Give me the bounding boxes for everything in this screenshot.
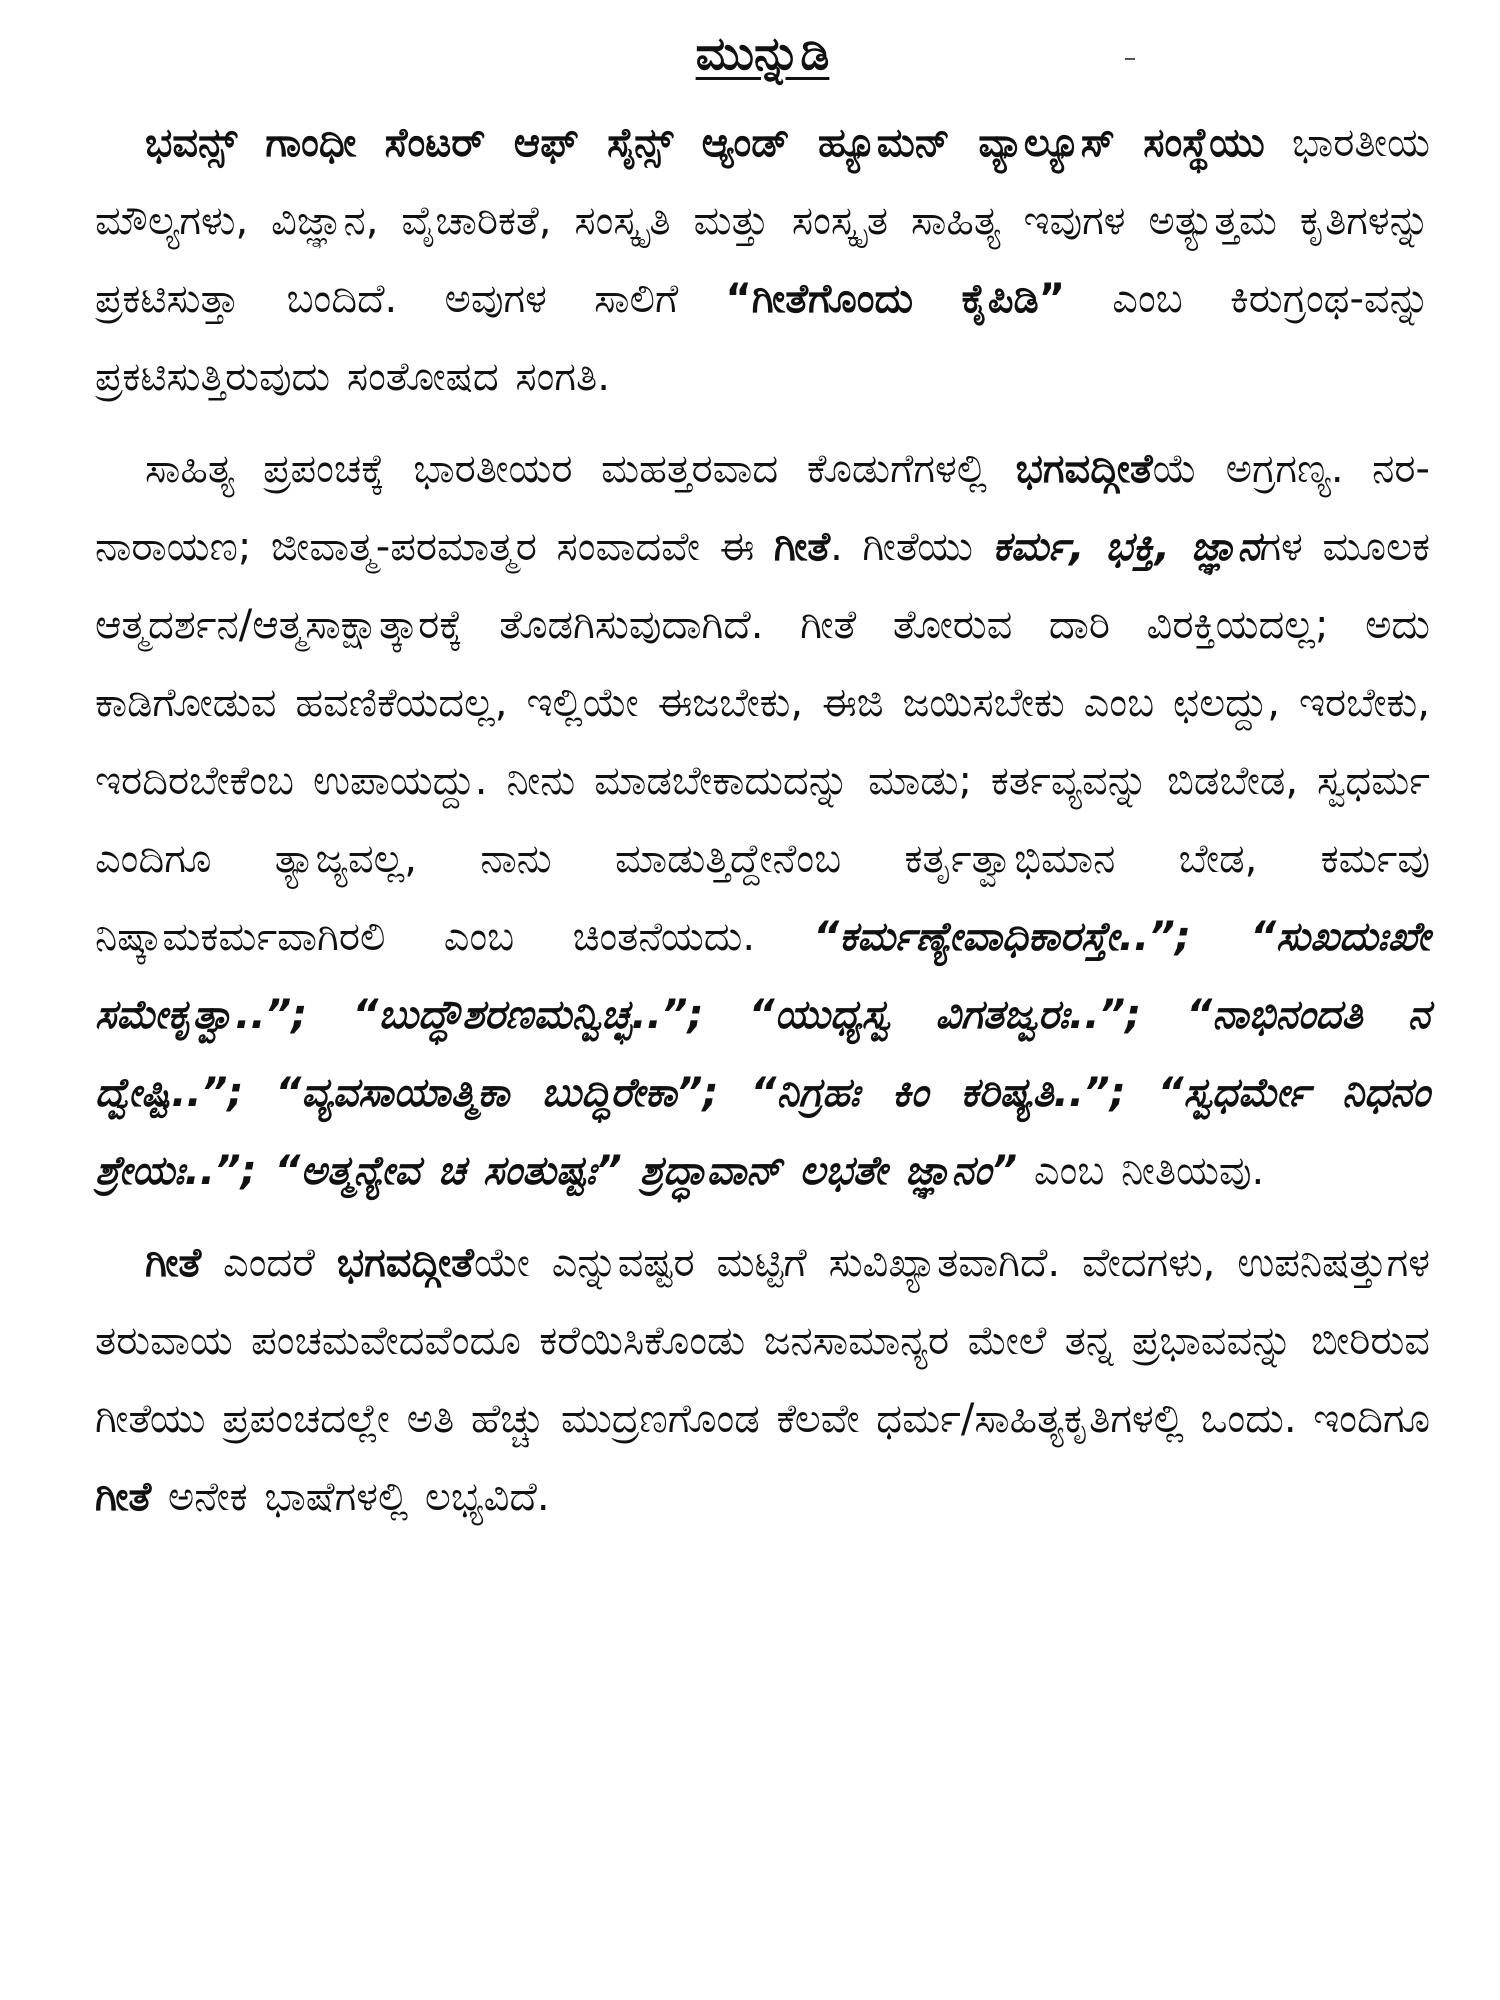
- paragraph-text-span: ಅನೇಕ ಭಾಷೆಗಳಲ್ಲಿ ಲಭ್ಯವಿದೆ.: [151, 1474, 550, 1520]
- paragraph-text-span: ಎಂದರೆ: [201, 1240, 337, 1286]
- paragraph-text-span: ಸಾಹಿತ್ಯ ಪ್ರಪಂಚಕ್ಕೆ ಭಾರತೀಯರ ಮಹತ್ತರವಾದ ಕೊಡುಗೆಗಳಲ್ಲಿ: [145, 446, 1016, 492]
- paragraph-text-span: ಭಗವದ್ಗೀತೆ: [1015, 446, 1153, 492]
- page-title: ಮುನ್ನುಡಿ: [695, 26, 830, 80]
- paragraph-text-span: ಗಳ ಮೂಲಕ ಆತ್ಮದರ್ಶನ/ಆತ್ಮಸಾಕ್ಷಾತ್ಕಾರಕ್ಕೆ ತೊಡಗಿಸುವುದಾಗಿದೆ. ಗೀತೆ ತೋರುವ ದಾರಿ ವಿರಕ್ತಿಯದಲ್ಲ; ಅದು ಕಾಡಿಗೋಡುವ ಹವಣಿಕೆಯದಲ್ಲ, ಇಲ್ಲಿಯೇ ಈಜಬೇಕು, ಈಜಿ ಜಯಿಸಬೇಕು ಎಂಬ ಛಲದ್ದು, ಇರಬೇಕು, ಇರದಿರಬೇಕೆಂಬ ಉಪಾಯದ್ದು. ನೀನು ಮಾಡಬೇಕಾದುದನ್ನು ಮಾಡು; ಕರ್ತವ್ಯವನ್ನು ಬಿಡಬೇಡ, ಸ್ವಧರ್ಮ ಎಂದಿಗೂ ತ್ಯಾಜ್ಯವಲ್ಲ, ನಾನು ಮಾಡುತ್ತಿದ್ದೇನೆಂಬ ಕರ್ತೃತ್ವಾಭಿಮಾನ ಬೇಡ, ಕರ್ಮವು ನಿಷ್ಕಾಮಕರ್ಮವಾಗಿರಲಿ ಎಂಬ ಚಿಂತನೆಯದು.: [95, 524, 1430, 960]
- paragraph-text-span: ಕರ್ಮ, ಭಕ್ತಿ, ಜ್ಞಾನ: [992, 524, 1260, 570]
- paragraph-text-span: ಭಾರತೀಯ ಮೌಲ್ಯಗಳು, ವಿಜ್ಞಾನ, ವೈಚಾರಿಕತೆ, ಸಂಸ್ಕೃತಿ ಮತ್ತು ಸಂಸ್ಕೃತ ಸಾಹಿತ್ಯ ಇವುಗಳ ಅತ್ಯುತ್ತಮ ಕೃತಿಗಳನ್ನು ಪ್ರಕಟಿಸುತ್ತಾ ಬಂದಿದೆ. ಅವುಗಳ ಸಾಲಿಗೆ: [95, 120, 1430, 322]
- paragraph-text-span: “ಕರ್ಮಣ್ಯೇವಾಧಿಕಾರಸ್ತೇ..”; “ಸುಖದುಃಖೇ ಸಮೇಕೃತ್ವಾ..”; “ಬುದ್ಧೌಶರಣಮನ್ವಿಚ್ಛ..”; “ಯುಧ್ಯಸ್ವ ವಿಗತಜ್ವರಃ..”; “ನಾಭಿನಂದತಿ ನ ದ್ವೇಷ್ಟಿ..”; “ವ್ಯವಸಾಯಾತ್ಮಿಕಾ ಬುದ್ಧಿರೇಕಾ”; “ನಿಗ್ರಹಃ ಕಿಂ ಕರಿಷ್ಯತಿ..”; “ಸ್ವಧರ್ಮೇ ನಿಧನಂ ಶ್ರೇಯಃ..”; “ಅತ್ಮನ್ಯೇವ ಚ ಸಂತುಷ್ಟಃ” ಶ್ರದ್ಧಾವಾನ್ ಲಭತೇ ಜ್ಞಾನಂ”: [95, 914, 1430, 1194]
- paragraph-text-span: ಗೀತೆ: [145, 1240, 202, 1286]
- paragraph-text-span: ಎಂಬ ಕಿರುಗ್ರಂಥ-ವನ್ನು ಪ್ರಕಟಿಸುತ್ತಿರುವುದು ಸಂತೋಷದ ಸಂಗತಿ.: [95, 276, 1430, 400]
- paragraph-text-span: ಯೆ ಅಗ್ರಗಣ್ಯ. ನರ-ನಾರಾಯಣ; ಜೀವಾತ್ಮ-ಪರಮಾತ್ಮರ ಸಂವಾದವೇ ಈ: [95, 446, 1430, 570]
- paragraph-text-span: ಯೇ ಎನ್ನುವಷ್ಟರ ಮಟ್ಟಿಗೆ ಸುವಿಖ್ಯಾತವಾಗಿದೆ. ವೇದಗಳು, ಉಪನಿಷತ್ತುಗಳ ತರುವಾಯ ಪಂಚಮವೇದವೆಂದೂ ಕರೆಯಿಸಿಕೊಂಡು ಜನಸಾಮಾನ್ಯರ ಮೇಲೆ ತನ್ನ ಪ್ರಭಾವವನ್ನು ಬೀರಿರುವ ಗೀತೆಯು ಪ್ರಪಂಚದಲ್ಲೇ ಅತಿ ಹೆಚ್ಚು ಮುದ್ರಣಗೊಂಡ ಕೆಲವೇ ಧರ್ಮ/ಸಾಹಿತ್ಯಕೃತಿಗಳಲ್ಲಿ ಒಂದು. ಇಂದಿಗೂ: [95, 1240, 1430, 1442]
- paragraph-3: [95, 1224, 1430, 1536]
- paragraph-text-span: ಭಗವದ್ಗೀತೆ: [336, 1240, 474, 1286]
- paragraph-text-span: ಗೀತೆ: [95, 1474, 152, 1520]
- paragraph-text-span: ಎಂಬ ನೀತಿಯವು.: [1017, 1148, 1265, 1194]
- document-page: [95, 18, 1430, 1550]
- paragraph-2: [95, 430, 1430, 1210]
- paragraph-text-span: ಗೀತೆ: [773, 524, 831, 570]
- paragraph-text-span: . ಗೀತೆಯು: [830, 524, 993, 570]
- paragraph-1: [95, 104, 1430, 416]
- paragraph-text-span: ಭವನ್ಸ್ ಗಾಂಧೀ ಸೆಂಟರ್ ಆಫ್ ಸೈನ್ಸ್ ಆ್ಯಂಡ್ ಹ್ಯೂಮನ್ ವ್ಯಾಲ್ಯೂಸ್ ಸಂಸ್ಥೆಯು: [145, 120, 1265, 166]
- paragraph-text-span: “ಗೀತೆಗೊಂದು ಕೈಪಿಡಿ”: [725, 276, 1065, 322]
